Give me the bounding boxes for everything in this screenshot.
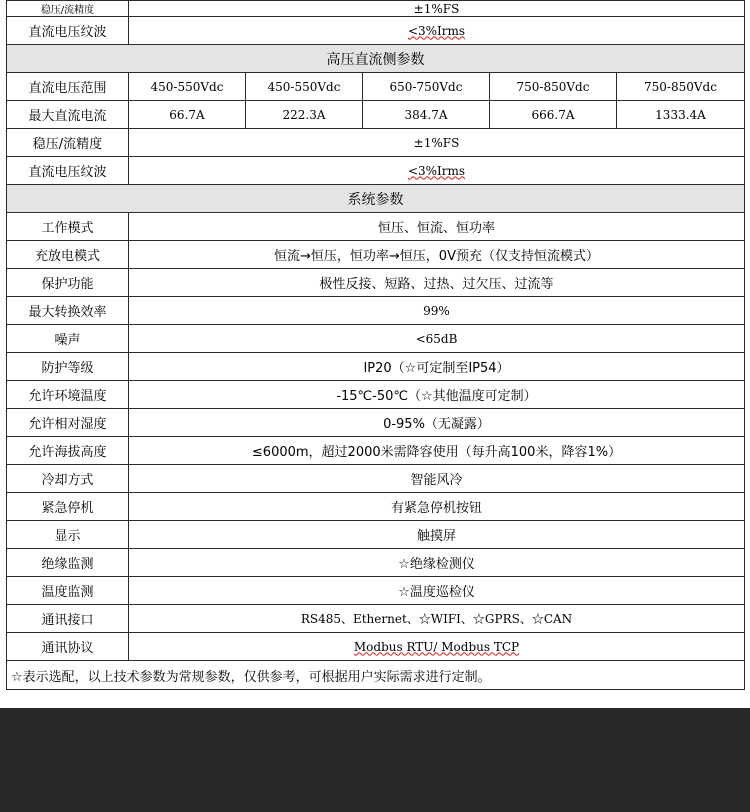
row-value: ≤6000m，超过2000米需降容使用（每升高100米，降容1%） [129,437,745,465]
row-value: 0-95%（无凝露） [129,409,745,437]
footnote-row [7,661,745,690]
section-title: 高压直流侧参数 [7,45,745,73]
row-value: Modbus RTU/ Modbus TCP [353,639,520,654]
spec-table [6,0,745,690]
table-row [7,325,745,353]
row-label: 冷却方式 [7,465,129,493]
section-header [7,185,745,213]
row-value: 智能风冷 [129,465,745,493]
row-label: 允许环境温度 [7,381,129,409]
footnote: ☆表示选配，以上技术参数为常规参数，仅供参考，可根据用户实际需求进行定制。 [7,661,745,690]
row-value: 恒压、恒流、恒功率 [129,213,745,241]
table-row [7,633,745,661]
row-value: 99% [129,297,745,325]
row-value: RS485、Ethernet、☆WIFI、☆GPRS、☆CAN [129,605,745,633]
row-value: 触摸屏 [129,521,745,549]
row-label: 显示 [7,521,129,549]
table-row [7,493,745,521]
table-row [7,17,745,45]
table-cell: 666.7A [490,101,617,129]
row-label: 允许相对湿度 [7,409,129,437]
row-label: 直流电压纹波 [7,157,129,185]
table-cell: 450-550Vdc [129,73,246,101]
table-row [7,1,745,17]
table-row [7,101,745,129]
row-value: 恒流→恒压，恒功率→恒压，0V预充（仅支持恒流模式） [129,241,745,269]
row-value: 有紧急停机按钮 [129,493,745,521]
table-row [7,605,745,633]
row-label: 保护功能 [7,269,129,297]
row-label: 防护等级 [7,353,129,381]
row-value: -15℃-50℃（☆其他温度可定制） [129,381,745,409]
table-row [7,549,745,577]
spec-sheet [6,0,744,690]
row-value: ±1%FS [129,1,745,17]
table-row [7,157,745,185]
row-label: 紧急停机 [7,493,129,521]
table-row [7,213,745,241]
table-row [7,297,745,325]
table-row [7,521,745,549]
row-value: ☆温度巡检仪 [129,577,745,605]
section-header [7,45,745,73]
row-label: 绝缘监测 [7,549,129,577]
row-value: <3%Irms [407,163,466,178]
row-label: 充放电模式 [7,241,129,269]
row-value: 极性反接、短路、过热、过欠压、过流等 [129,269,745,297]
row-value: ±1%FS [129,129,745,157]
table-row [7,381,745,409]
row-label: 稳压/流精度 [7,129,129,157]
table-cell: 450-550Vdc [246,73,363,101]
row-label: 稳压/流精度 [7,1,129,17]
table-cell: 1333.4A [617,101,745,129]
table-row [7,241,745,269]
table-row [7,409,745,437]
row-label: 通讯协议 [7,633,129,661]
row-label: 工作模式 [7,213,129,241]
table-row [7,577,745,605]
table-cell: 650-750Vdc [363,73,490,101]
row-label: 通讯接口 [7,605,129,633]
table-cell: 222.3A [246,101,363,129]
row-label: 直流电压范围 [7,73,129,101]
row-label: 允许海拔高度 [7,437,129,465]
table-cell: 66.7A [129,101,246,129]
table-row [7,353,745,381]
table-row [7,129,745,157]
table-row [7,465,745,493]
table-row [7,269,745,297]
table-cell: 750-850Vdc [617,73,745,101]
row-label: 最大直流电流 [7,101,129,129]
row-value: <65dB [129,325,745,353]
row-value: ☆绝缘检测仪 [129,549,745,577]
table-cell: 384.7A [363,101,490,129]
footer-band [0,708,750,812]
row-label: 直流电压纹波 [7,17,129,45]
section-title: 系统参数 [7,185,745,213]
table-row [7,73,745,101]
row-label: 温度监测 [7,577,129,605]
row-value: <3%Irms [407,23,466,38]
table-row [7,437,745,465]
row-label: 噪声 [7,325,129,353]
row-value: IP20（☆可定制至IP54） [129,353,745,381]
table-cell: 750-850Vdc [490,73,617,101]
row-label: 最大转换效率 [7,297,129,325]
